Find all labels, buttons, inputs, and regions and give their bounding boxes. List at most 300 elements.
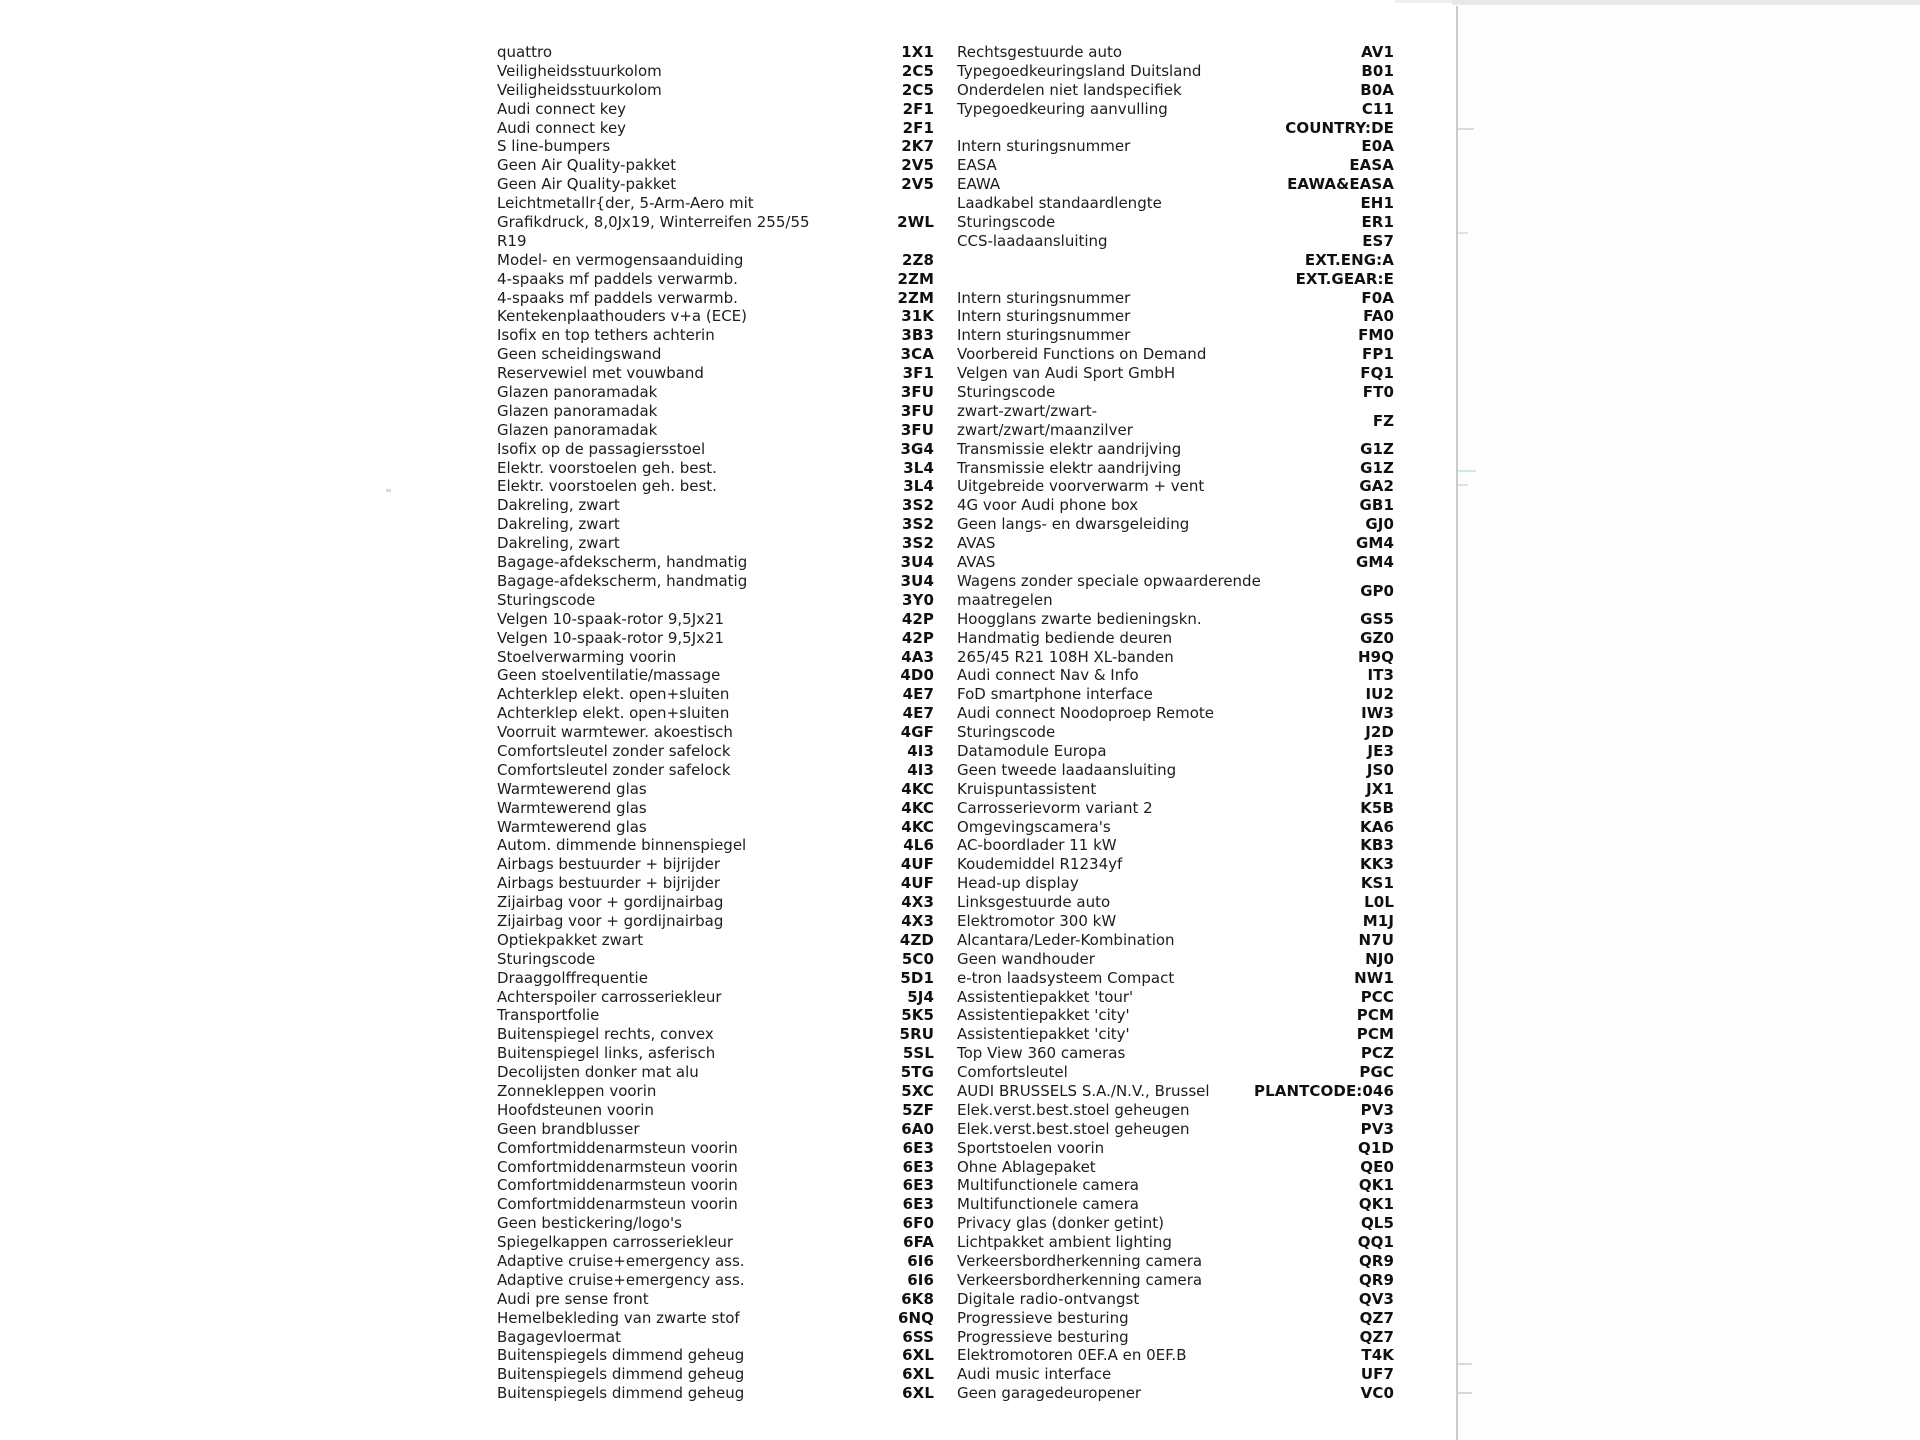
right-description-cell: Audi connect Nav & Info [957,666,1139,685]
right-description-cell: Geen wandhouder [957,949,1095,968]
right-description-cell: AVAS [957,553,996,572]
right-code-cell: G1Z [1360,439,1394,458]
right-code-cell: JX1 [1366,779,1394,798]
left-code-cell: 4D0 [900,666,934,685]
left-code-cell: 4ZD [899,930,934,949]
right-code-cell: QK1 [1358,1195,1394,1214]
right-description-cell: Intern sturingsnummer [957,288,1131,307]
left-description-cell: Comfortmiddenarmsteun voorin [497,1157,738,1176]
option-row [497,969,1394,988]
option-row [497,213,1394,232]
left-description-cell: Veiligheidsstuurkolom [497,61,662,80]
right-description-cell: Audi connect Noodoproep Remote [957,704,1214,723]
left-code-cell: 2F1 [902,118,934,137]
left-description-cell: Achterspoiler carrosseriekleur [497,987,722,1006]
right-code-cell: PLANTCODE:046 [1253,1081,1394,1100]
right-code-cell: T4K [1361,1346,1394,1365]
option-row [497,1120,1394,1139]
column-gap [934,818,957,837]
option-row [497,43,1394,62]
column-gap [934,988,957,1007]
left-description-cell: Audi pre sense front [497,1289,649,1308]
column-gap [934,156,957,175]
column-gap [934,1044,957,1063]
left-description-cell: Spiegelkappen carrosseriekleur [497,1233,734,1252]
right-description-cell: e-tron laadsysteem Compact [957,968,1175,987]
left-description-cell: Warmtewerend glas [497,779,647,798]
right-code-cell: NJ0 [1365,949,1394,968]
right-description-cell: Ohne Ablagepaket [957,1157,1096,1176]
right-code-cell-spanning: FZ [1372,411,1394,430]
column-gap [934,81,957,100]
column-gap [934,1120,957,1139]
left-code-cell: 6XL [902,1346,934,1365]
left-description-cell: Stoelverwarming voorin [497,647,677,666]
left-code-cell: 6K8 [901,1289,934,1308]
option-row [497,156,1394,175]
right-description-cell: Sportstoelen voorin [957,1138,1105,1157]
column-gap [934,1139,957,1158]
option-row [497,1309,1394,1328]
left-code-cell: 2C5 [901,80,934,99]
left-code-cell: 4E7 [902,704,934,723]
option-row [497,931,1394,950]
left-code-cell: 2Z8 [901,250,934,269]
right-code-cell: UF7 [1360,1365,1394,1384]
column-gap [934,1252,957,1271]
right-code-cell: B0A [1360,80,1394,99]
left-code-cell: 6I6 [907,1270,934,1289]
option-row [497,685,1394,704]
left-description-cell: Draaggolffrequentie [497,968,648,987]
option-row [497,1006,1394,1025]
right-description-cell: AUDI BRUSSELS S.A./N.V., Brussel [957,1081,1210,1100]
scan-tick-mark [1458,1392,1472,1394]
option-row [497,1044,1394,1063]
option-row [497,1252,1394,1271]
option-row [497,534,1394,553]
column-gap [934,496,957,515]
left-description-cell: Leichtmetallr{der, 5-Arm-Aero mit [497,194,754,213]
column-gap [934,1214,957,1233]
option-row [497,629,1394,648]
column-gap [934,1290,957,1309]
left-description-cell: Audi connect key [497,99,627,118]
option-row [497,1365,1394,1384]
column-gap [934,704,957,723]
column-gap [934,289,957,308]
left-code-cell: 3L4 [903,477,934,496]
right-code-cell: JE3 [1367,741,1394,760]
column-gap [934,175,957,194]
right-code-cell: L0L [1364,893,1394,912]
right-description-cell: AVAS [957,534,996,553]
left-description-cell: Dakreling, zwart [497,515,620,534]
option-row [497,723,1394,742]
right-description-cell: Rechtsgestuurde auto [957,43,1123,61]
left-code-cell [860,194,934,213]
left-code-cell: 3S2 [902,496,934,515]
right-code-cell: H9Q [1357,647,1394,666]
right-description-cell: Carrosserievorm variant 2 [957,798,1153,817]
option-row [497,761,1394,780]
option-row [497,345,1394,364]
column-gap [934,969,957,988]
right-code-cell: QR9 [1358,1252,1394,1270]
right-code-cell: PCM [1356,1025,1394,1044]
left-description-cell: Geen bestickering/logo's [497,1214,682,1233]
option-row [497,251,1394,270]
right-description-cell: Multifunctionele camera [957,1195,1139,1214]
right-description-cell: Koudemiddel R1234yf [957,855,1123,874]
scan-top-strip-faint [1395,0,1452,3]
left-description-cell: Bagage-afdekscherm, handmatig [497,553,748,572]
left-description-cell: Bagage-afdekscherm, handmatig [497,571,748,590]
left-code-cell: 3S2 [902,515,934,534]
left-description-cell: Elektr. voorstoelen geh. best. [497,477,717,496]
left-code-cell: 6XL [902,1365,934,1384]
right-code-cell: PCM [1356,1006,1394,1025]
column-gap [934,402,957,421]
right-description-cell: Sturingscode [957,723,1056,742]
option-row [497,950,1394,969]
left-code-cell: 6A0 [901,1119,934,1138]
option-row [497,62,1394,81]
left-description-cell: Autom. dimmende binnenspiegel [497,836,747,855]
column-gap [934,1328,957,1347]
left-code-cell: 42P [901,628,934,647]
right-code-cell: GM4 [1356,553,1394,572]
column-gap [934,1025,957,1044]
option-row [497,119,1394,138]
left-description-cell: Glazen panoramadak [497,401,658,420]
right-code-cell: EH1 [1360,194,1394,213]
right-code-cell: VC0 [1360,1384,1394,1403]
option-row [497,1195,1394,1214]
left-description-cell: Airbags bestuurder + bijrijder [497,855,721,874]
left-code-cell: 4I3 [907,741,934,760]
right-description-cell: zwart-zwart/zwart- [957,401,1098,420]
column-gap [934,100,957,119]
left-code-cell: 5D1 [900,968,934,987]
left-code-cell: 3FU [900,401,934,420]
right-description-cell: Velgen van Audi Sport GmbH [957,364,1176,383]
column-gap [934,912,957,931]
option-row [497,1290,1394,1309]
column-gap [934,591,957,610]
column-gap [934,1384,957,1403]
option-row [497,137,1394,156]
left-code-cell: 6XL [902,1384,934,1403]
right-description-cell: Assistentiepakket 'tour' [957,987,1134,1006]
right-code-cell: FM0 [1358,326,1394,345]
right-description-cell: maatregelen [957,590,1053,609]
option-row [497,648,1394,667]
option-row [497,855,1394,874]
column-gap [934,119,957,138]
column-gap [934,364,957,383]
right-description-cell: Geen langs- en dwarsgeleiding [957,515,1190,534]
right-code-cell: F0A [1361,288,1394,307]
right-code-cell: EXT.GEAR:E [1295,269,1394,288]
right-description-cell: Typegoedkeuringsland Duitsland [957,61,1202,80]
column-gap [934,855,957,874]
scan-tick-mark [1458,484,1468,486]
option-row [497,364,1394,383]
option-row [497,81,1394,100]
option-row [497,1176,1394,1195]
right-description-cell: AC-boordlader 11 kW [957,836,1117,855]
right-code-cell: GM4 [1356,534,1394,553]
left-code-cell: 6I6 [907,1252,934,1270]
left-code-cell: 4L6 [903,836,934,855]
right-description-cell: Voorbereid Functions on Demand [957,345,1207,364]
right-description-cell: Elek.verst.best.stoel geheugen [957,1100,1190,1119]
right-code-cell: QK1 [1358,1176,1394,1195]
right-code-cell: J2D [1365,723,1394,742]
option-row [497,326,1394,345]
column-gap [934,836,957,855]
option-row [497,440,1394,459]
column-gap [934,648,957,667]
right-description-cell: Head-up display [957,874,1079,893]
left-code-cell: 2V5 [901,156,934,175]
right-description-cell [957,119,1244,138]
left-description-cell: Decolijsten donker mat alu [497,1063,699,1082]
left-description-cell: Adaptive cruise+emergency ass. [497,1252,745,1270]
right-description-cell: Onderdelen niet landspecifiek [957,80,1182,99]
left-code-cell: 4KC [901,798,934,817]
left-code-cell: 3CA [900,345,934,364]
left-description-cell: Zijairbag voor + gordijnairbag [497,893,724,912]
option-row [497,1158,1394,1177]
right-description-cell: Comfortsleutel [957,1063,1068,1082]
right-code-cell: GS5 [1360,609,1394,628]
left-code-cell: 3U4 [900,571,934,590]
column-gap [934,666,957,685]
left-description-cell: Buitenspiegels dimmend geheug [497,1365,745,1384]
left-description-cell: Achterklep elekt. open+sluiten [497,704,730,723]
option-row [497,893,1394,912]
column-gap [934,1158,957,1177]
right-description-cell: zwart/zwart/maanzilver [957,420,1133,439]
right-description-cell: Wagens zonder speciale opwaarderende [957,571,1261,590]
column-gap [934,326,957,345]
left-description-cell: Kentekenplaathouders v+a (ECE) [497,307,748,326]
left-description-cell: Bagagevloermat [497,1327,621,1346]
left-description-cell: Airbags bestuurder + bijrijder [497,874,721,893]
left-code-cell: 6E3 [902,1157,934,1176]
column-gap [934,761,957,780]
left-code-cell: 5J4 [907,987,934,1006]
column-gap [934,232,957,251]
left-description-cell: Reservewiel met vouwband [497,364,704,383]
column-gap [934,874,957,893]
column-gap [934,1176,957,1195]
option-row [497,988,1394,1007]
left-description-cell: Sturingscode [497,949,596,968]
left-description-cell: Buitenspiegels dimmend geheug [497,1346,745,1365]
left-description-cell: Hemelbekleding van zwarte stof [497,1308,740,1327]
left-description-cell: Elektr. voorstoelen geh. best. [497,458,717,477]
right-description-cell: Sturingscode [957,383,1056,402]
right-code-cell: PV3 [1360,1119,1394,1138]
right-code-cell: KS1 [1360,874,1394,893]
right-description-cell: Linksgestuurde auto [957,893,1111,912]
right-code-cell: QQ1 [1357,1233,1394,1252]
option-row [497,1101,1394,1120]
right-code-cell: GZ0 [1360,628,1394,647]
left-code-cell: 3L4 [903,458,934,477]
left-description-cell: Comfortsleutel zonder safelock [497,741,731,760]
equipment-code-list [497,43,1394,1403]
right-description-cell: Audi music interface [957,1365,1112,1384]
right-code-cell: FP1 [1362,345,1394,364]
option-row [497,383,1394,402]
left-code-cell: 3Y0 [901,590,934,609]
option-row [497,1271,1394,1290]
column-gap [934,723,957,742]
right-code-cell: EXT.ENG:A [1304,250,1394,269]
right-description-cell: Assistentiepakket 'city' [957,1025,1130,1044]
right-code-cell: C11 [1361,99,1394,118]
right-code-cell: EASA [1349,156,1394,175]
left-code-cell: 6SS [902,1327,934,1346]
left-description-cell: Veiligheidsstuurkolom [497,80,662,99]
right-description-cell: Intern sturingsnummer [957,137,1131,156]
right-description-cell: Hoogglans zwarte bedieningskn. [957,609,1202,628]
right-code-cell: QE0 [1360,1157,1394,1176]
left-description-cell: Adaptive cruise+emergency ass. [497,1270,745,1289]
right-description-cell: Progressieve besturing [957,1327,1129,1346]
left-description-cell: Optiekpakket zwart [497,930,644,949]
left-description-cell: Zijairbag voor + gordijnairbag [497,911,724,930]
right-code-cell: ES7 [1362,231,1394,250]
left-code-cell: 5K5 [901,1006,934,1025]
left-description-cell: Geen stoelventilatie/massage [497,666,721,685]
option-row [497,100,1394,119]
right-code-cell: QV3 [1358,1289,1394,1308]
option-row [497,1139,1394,1158]
column-gap [934,931,957,950]
left-code-cell: 2ZM [897,288,934,307]
right-description-cell: Geen garagedeuropener [957,1384,1142,1403]
left-description-cell: Geen Air Quality-pakket [497,175,677,194]
left-description-cell: 4-spaaks mf paddels verwarmb. [497,288,738,307]
option-row [497,666,1394,685]
left-description-cell: Dakreling, zwart [497,534,620,553]
option-row [497,1346,1394,1365]
left-code-cell: 4I3 [907,760,934,779]
right-description-cell: Transmissie elektr aandrijving [957,458,1182,477]
left-code-cell: 5SL [902,1044,934,1063]
right-code-cell: EAWA&EASA [1287,175,1394,194]
left-description-cell: Velgen 10-spaak-rotor 9,5Jx21 [497,628,725,647]
option-row [497,818,1394,837]
column-gap [934,213,957,232]
left-code-cell: 42P [901,609,934,628]
column-gap [934,780,957,799]
right-code-cell: N7U [1358,930,1394,949]
column-gap [934,1271,957,1290]
right-description-cell: Intern sturingsnummer [957,307,1131,326]
column-gap [934,43,957,62]
page-right-margin [1458,0,1920,1440]
right-description-cell: Laadkabel standaardlengte [957,194,1162,213]
right-code-cell: K5B [1360,798,1394,817]
left-description-cell: Voorruit warmtewer. akoestisch [497,723,733,742]
option-row [497,175,1394,194]
left-code-cell: 3U4 [900,553,934,572]
column-gap [934,251,957,270]
left-code-cell: 4E7 [902,685,934,704]
scan-tick-mark [1458,232,1468,234]
right-description-cell: EASA [957,156,997,175]
right-code-cell: FQ1 [1360,364,1394,383]
right-description-cell: Sturingscode [957,213,1056,232]
left-code-cell: 4GF [900,723,934,742]
option-row [497,477,1394,496]
left-description-cell: Hoofdsteunen voorin [497,1100,654,1119]
left-description-cell: Audi connect key [497,118,627,137]
left-code-cell: 3F1 [902,364,934,383]
left-code-cell: 2ZM [897,269,934,288]
column-gap [934,685,957,704]
left-description-cell: Warmtewerend glas [497,798,647,817]
left-code-cell: 3FU [900,383,934,402]
left-code-cell: 6E3 [902,1138,934,1157]
right-code-cell: IW3 [1361,704,1394,723]
left-code-cell: 4UF [900,855,934,874]
scan-tick-mark [386,489,391,492]
right-description-cell: FoD smartphone interface [957,685,1153,704]
left-description-cell: Buitenspiegels dimmend geheug [497,1384,745,1403]
left-description-cell: Isofix op de passagiersstoel [497,439,706,458]
left-description-cell: Comfortmiddenarmsteun voorin [497,1138,738,1157]
column-gap [934,62,957,81]
right-description-cell: Kruispuntassistent [957,779,1097,798]
option-row [497,553,1394,572]
left-description-cell: Comfortmiddenarmsteun voorin [497,1195,738,1214]
right-code-cell-spanning: GP0 [1360,581,1394,600]
left-code-cell: 2V5 [901,175,934,194]
right-description-cell: Lichtpakket ambient lighting [957,1233,1172,1252]
left-code-cell: 3FU [900,420,934,439]
left-code-cell: 31K [901,307,934,326]
right-description-cell: EAWA [957,175,1001,194]
left-description-cell: Zonnekleppen voorin [497,1081,657,1100]
column-gap [934,1365,957,1384]
right-code-cell: KK3 [1360,855,1394,874]
left-code-cell: 2C5 [901,61,934,80]
right-description-cell: Elektromotoren 0EF.A en 0EF.B [957,1346,1187,1365]
left-code-cell: 3B3 [901,326,934,345]
left-description-cell: Buitenspiegel rechts, convex [497,1025,714,1044]
option-row [497,307,1394,326]
left-description-cell: Sturingscode [497,590,596,609]
column-gap [934,629,957,648]
right-code-cell: NW1 [1354,968,1394,987]
left-code-cell: 5ZF [902,1100,934,1119]
column-gap [934,1233,957,1252]
option-row [497,270,1394,289]
right-code-cell: AV1 [1361,43,1394,61]
column-gap [934,1101,957,1120]
right-code-cell: PGC [1359,1063,1394,1082]
right-description-cell: Datamodule Europa [957,741,1107,760]
right-code-cell: E0A [1361,137,1394,156]
right-description-cell: 265/45 R21 108H XL-banden [957,647,1174,666]
